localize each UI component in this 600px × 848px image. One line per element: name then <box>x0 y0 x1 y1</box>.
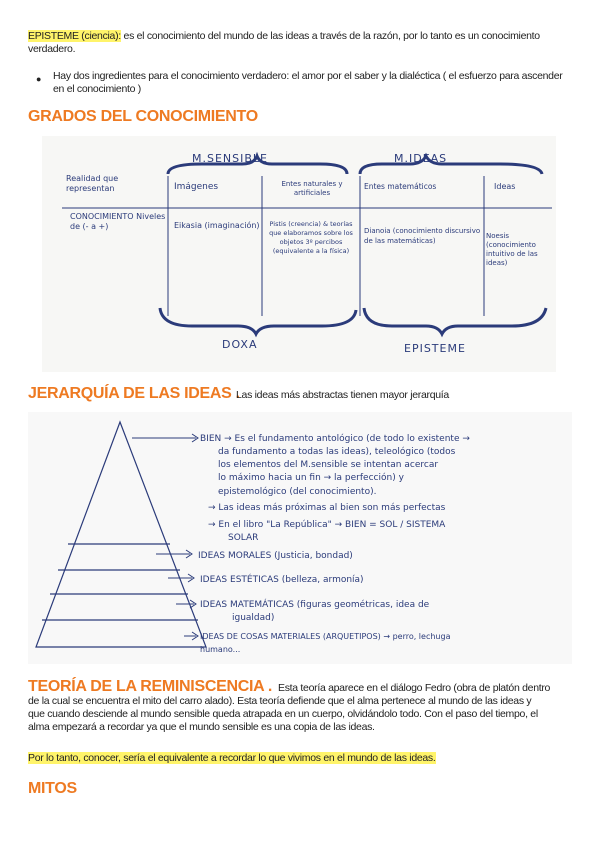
level-igualdad: igualdad) <box>232 613 275 623</box>
col-ideas: Ideas <box>494 182 516 191</box>
grados-table-figure <box>42 136 556 372</box>
reminiscencia-conclusion <box>28 752 436 765</box>
bullet-text: Hay dos ingredientes para el conocimiento verdadero: el amor por el saber y la dialéctica ( el esfuerzo para ascender en el conocimiento ) <box>53 70 563 95</box>
note-perfectas: → Las ideas más próximas al bien son más perfectas <box>208 503 446 513</box>
bien-line-3: los elementos del M.sensible se intentan acercar <box>218 460 439 470</box>
bien-line-4: lo máximo hacia un fin → la perfección) y <box>218 473 404 483</box>
doxa-label: DOXA <box>222 338 258 351</box>
episteme-term: EPISTEME (ciencia): <box>28 30 121 42</box>
row-label-conocimiento: CONOCIMIENTO Niveles de (- a +) <box>70 212 166 231</box>
jerarquia-subtitle: Las ideas más abstractas tienen mayor jerarquía <box>236 389 449 401</box>
level-cosas-materiales: IDEAS DE COSAS MATERIALES (ARQUETIPOS) → perro, lechuga <box>200 632 451 641</box>
heading-grados: GRADOS DEL CONOCIMIENTO <box>28 108 258 125</box>
jerarquia-figure <box>28 412 572 664</box>
reminiscencia-line-4: alma empezará a recordar ya que el mundo sensible es una copia de las ideas. <box>28 721 375 733</box>
reminiscencia-line-2: de la cual se encuentra el mito del carro alado). Esta teoría defiende que el alma pertenece al mundo de las ideas y <box>28 695 532 707</box>
bullet-icon: ● <box>36 74 42 84</box>
level-ideas-esteticas: IDEAS ESTÉTICAS (belleza, armonía) <box>200 575 364 585</box>
cell-dianoia: Dianoia (conocimiento discursivo de las matemáticas) <box>364 227 481 245</box>
level-ideas-morales: IDEAS MORALES (Justicia, bondad) <box>198 551 353 561</box>
note-republica: → En el libro "La República" → BIEN = SOL / SISTEMA <box>208 520 446 530</box>
heading-reminiscencia: TEORÍA DE LA REMINISCENCIA . <box>28 678 273 695</box>
top-left-label: M.SENSIBLE <box>192 152 268 165</box>
reminiscencia-line-1: Esta teoría aparece en el diálogo Fedro (obra de platón dentro <box>278 682 551 694</box>
episteme-definition <box>28 30 576 56</box>
episteme-label: EPISTEME <box>404 342 466 355</box>
bien-line-2: da fundamento a todas las ideas), teleológico (todos <box>218 447 456 457</box>
heading-jerarquia: JERARQUÍA DE LAS IDEAS . <box>28 385 240 402</box>
level-ideas-matematicas: IDEAS MATEMÁTICAS (figuras geométricas, idea de <box>200 600 430 610</box>
bien-line-1: BIEN → Es el fundamento antológico (de todo lo existente → <box>200 434 470 444</box>
cell-eikasia: Eikasia (imaginación) <box>174 221 260 230</box>
level-humano: humano... <box>200 645 241 654</box>
bien-line-5: epistemológico (del conocimiento). <box>218 487 377 497</box>
cell-pistis: Pistis (creencia) & teorías que elaboramos sobre los objetos 3º percibos (equivalente a la física) <box>269 220 353 255</box>
col-entes-naturales: Entes naturales y artificiales <box>281 180 343 197</box>
episteme-text: es el conocimiento del mundo de las ideas a través de la razón, por lo tanto es un conocimiento verdadero. <box>28 30 540 55</box>
cell-noesis: Noesis (conocimiento intuitivo de las ideas) <box>486 232 538 267</box>
row-label-realidad: Realidad que representan <box>66 174 119 193</box>
reminiscencia-line-3: que cuando desciende al mundo sensible queda atrapada en un cuerpo, olvidándolo todo. Con el paso del tiempo, el <box>28 708 538 720</box>
col-imagenes: Imágenes <box>174 182 219 192</box>
col-entes-matematicos: Entes matemáticos <box>364 182 437 191</box>
heading-mitos: MITOS <box>28 780 77 797</box>
top-right-label: M.IDEAS <box>394 152 448 165</box>
conclusion-highlight: Por lo tanto, conocer, sería el equivalente a recordar lo que vivimos en el mundo de las ideas. <box>28 752 436 764</box>
note-solar: SOLAR <box>228 533 259 543</box>
